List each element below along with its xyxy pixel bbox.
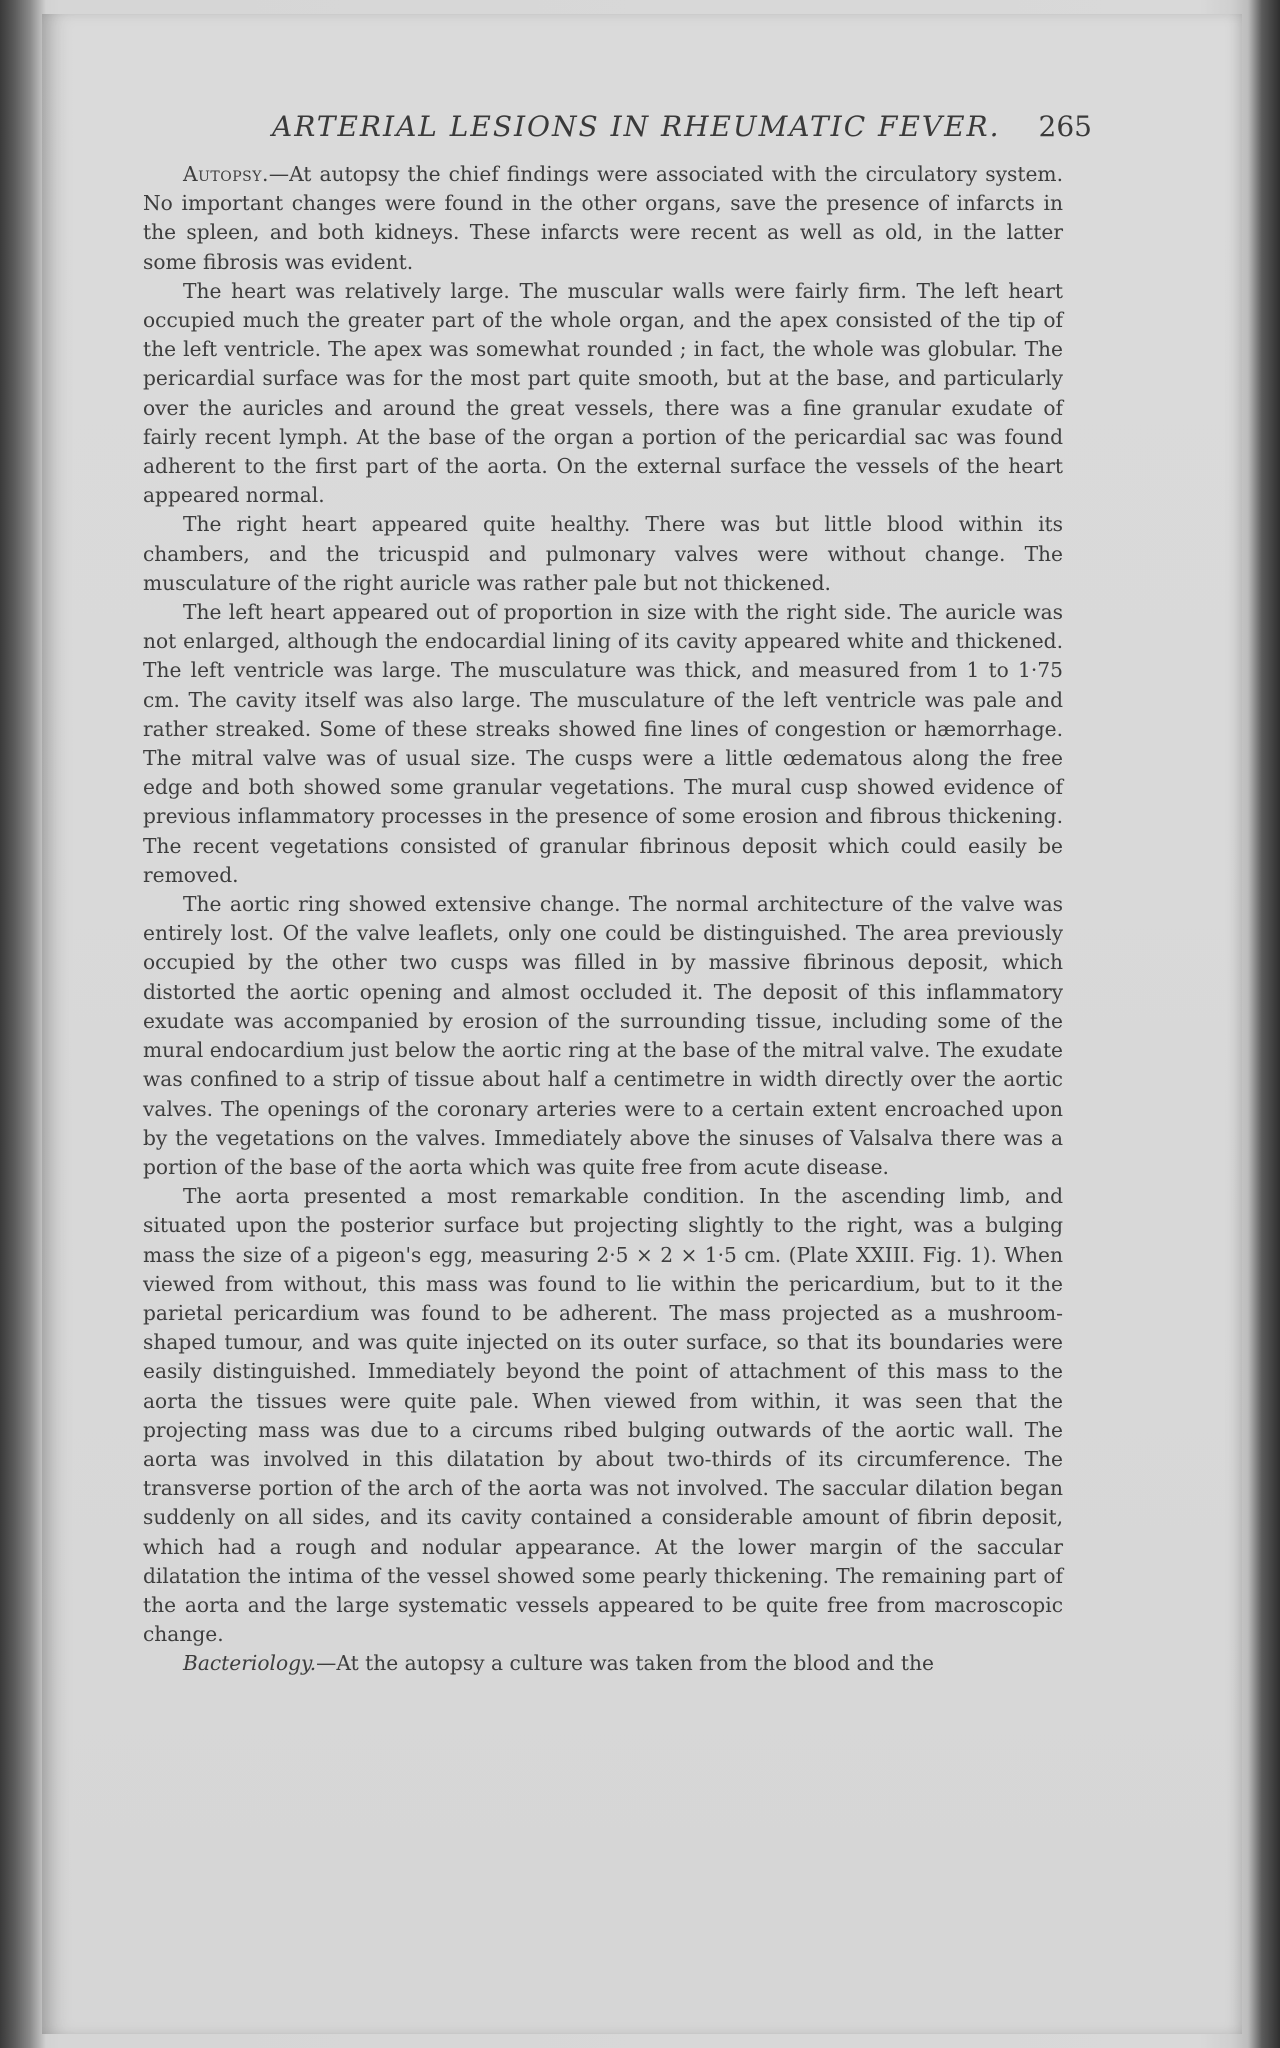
section-lead-autopsy: Autopsy. (183, 162, 269, 186)
paragraph-text: The aortic ring showed extensive change. The normal architecture of the valve was entirely lost. Of the valve leaflets, only one could be distinguished. The area previously occupied by the other two cusps was filled in by massive fibrinous deposit, which distorted the aortic opening and almost occluded it. The deposit of this inflammatory exudate was accompanied by erosion of the surrounding tissue, including some of the mural endocardium just below the aortic ring at the base of the mitral valve. The exudate was confined to a strip of tissue about half a centimetre in width directly over the aortic valves. The openings of the coronary arteries were to a certain extent encroached upon by the vegetations on the valves. Immediately above the sinuses of Valsalva there was a portion of the base of the aorta which was quite free from acute disease. (143, 892, 1063, 1179)
paragraph-right-heart (143, 510, 1063, 598)
paragraph-heart (143, 277, 1063, 511)
paragraph-text: —At autopsy the chief findings were associated with the circulatory system. No important changes were found in the other organs, save the presence of infarcts in the spleen, and both kidneys. These infarcts were recent as well as old, in the latter some fibrosis was evident. (143, 162, 1063, 274)
paragraph-text: —At the autopsy a culture was taken from the blood and the (316, 1651, 934, 1676)
body-text (143, 160, 1063, 1679)
paragraph-text: The right heart appeared quite healthy. There was but little blood within its chambers, and the tricuspid and pulmonary valves were without change. The musculature of the right auricle was rather pale but not thickened. (143, 512, 1063, 595)
running-title: ARTERIAL LESIONS IN RHEUMATIC FEVER. (272, 110, 1001, 143)
paragraph-aorta (143, 1182, 1063, 1649)
paragraph-bacteriology (143, 1649, 1063, 1678)
paragraph-text: The left heart appeared out of proportion in size with the right side. The auricle was not enlarged, although the endocardial lining of its cavity appeared white and thickened. The left ventricle was large. The musculature was thick, and measured from 1 to 1·75 cm. The cavity itself was also large. The musculature of the left ventricle was pale and rather streaked. Some of these streaks showed fine lines of congestion or hæmorrhage. The mitral valve was of usual size. The cusps were a little œdematous along the free edge and both showed some granular vegetations. The mural cusp showed evidence of previous inflammatory processes in the presence of some erosion and fibrous thickening. The recent vegetations consisted of granular fibrinous deposit which could easily be removed. (143, 600, 1063, 887)
paragraph-text: The heart was relatively large. The muscular walls were fairly firm. The left heart occupied much the greater part of the whole organ, and the apex consisted of the tip of the left ventricle. The apex was somewhat rounded ; in fact, the whole was globular. The pericardial surface was for the most part quite smooth, but at the base, and particularly over the auricles and around the great vessels, there was a fine granular exudate of fairly recent lymph. At the base of the organ a portion of the pericardial sac was found adherent to the first part of the aorta. On the external surface the vessels of the heart appeared normal. (143, 278, 1063, 508)
running-header (272, 110, 1102, 150)
paragraph-aortic-ring (143, 890, 1063, 1182)
page-number: 265 (1038, 110, 1092, 143)
section-lead-bacteriology: Bacteriology. (183, 1651, 317, 1676)
paragraph-text: The aorta presented a most remarkable condition. In the ascending limb, and situated upon the posterior surface but projecting slightly to the right, was a bulging mass the size of a pigeon's egg, measuring 2·5 × 2 × 1·5 cm. (Plate XXIII. Fig. 1). When viewed from without, this mass was found to lie within the pericardium, but to it the parietal pericardium was found to be adherent. The mass projected as a mushroom-shaped tumour, and was quite injected on its outer surface, so that its boundaries were easily distinguished. Immediately beyond the point of attachment of this mass to the aorta the tissues were quite pale. When viewed from within, it was seen that the projecting mass was due to a circums ribed bulging outwards of the aortic wall. The aorta was involved in this dilatation by about two-thirds of its circumference. The transverse portion of the arch of the aorta was not involved. The saccular dilation began suddenly on all sides, and its cavity contained a considerable amount of fibrin deposit, which had a rough and nodular appearance. At the lower margin of the saccular dilatation the intima of the vessel showed some pearly thickening. The remaining part of the aorta and the large systematic vessels appeared to be quite free from macroscopic change. (143, 1184, 1063, 1647)
paragraph-autopsy (143, 160, 1063, 277)
paragraph-left-heart (143, 598, 1063, 890)
